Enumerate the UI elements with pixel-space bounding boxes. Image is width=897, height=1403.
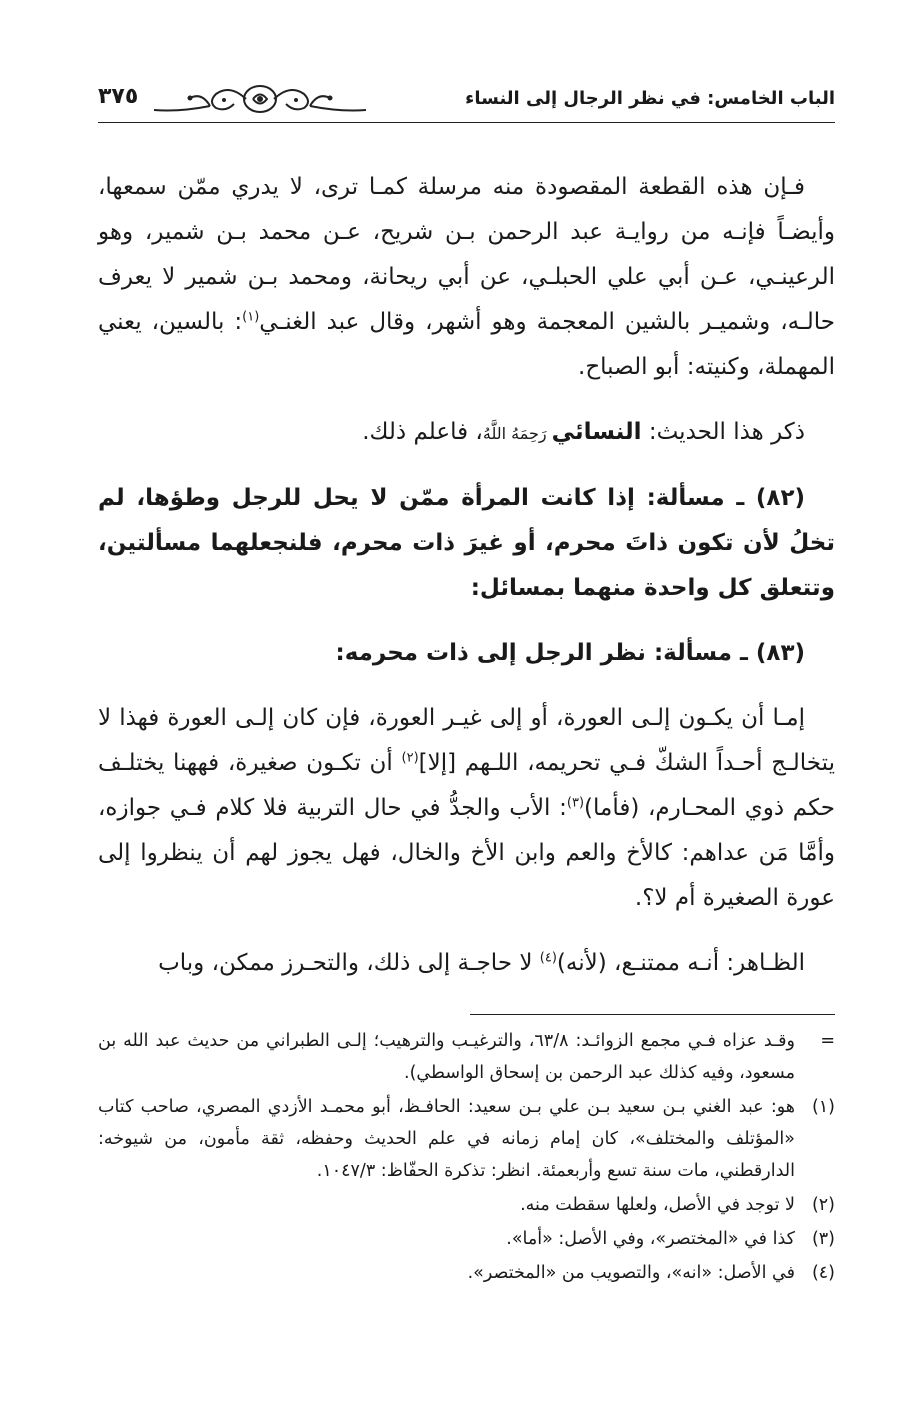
footnote-text: هو: عبد الغني بـن سعيد بـن علي بـن سعيد: الحافـظ، أبو محمـد الأزدي المصري، صاحب كتاب «المؤتلف والمختلف»، كان إمام زمانه في علم الحديث وحفظه، ثقة مأمون، من شيوخه: الدارقطني، مات سنة تسع وأربعمئة. انظر: تذكرة الحفّاظ: ١٠٤٧/٣. xyxy=(98,1097,795,1181)
footnote-rule xyxy=(470,1014,835,1015)
footnote-3 xyxy=(98,1223,835,1255)
footnote-mark: = xyxy=(820,1031,835,1051)
footnote-mark: (٢) xyxy=(811,1195,835,1215)
issue-82-heading: (٨٢) ـ مسألة: إذا كانت المرأة ممّن لا يحل للرجل وطؤها، لم تخلُ لأن تكون ذاتَ محرم، أو غيرَ ذات محرم، فلنجعلهما مسألتين، وتتعلق كل واحدة منهما بمسائل: xyxy=(98,485,835,601)
footnote-text: في الأصل: «انه»، والتصويب من «المختصر». xyxy=(467,1263,795,1283)
footnote-text: لا توجد في الأصل، ولعلها سقطت منه. xyxy=(520,1195,795,1215)
decorative-ornament-icon xyxy=(150,82,370,116)
running-head: الباب الخامس: في نظر الرجال إلى النساء xyxy=(465,88,835,109)
footnote-2 xyxy=(98,1189,835,1221)
footnote-continued xyxy=(98,1025,835,1089)
footnote-mark: (٤) xyxy=(811,1263,835,1283)
page-header xyxy=(98,82,835,122)
footnote-ref-1[interactable]: (١) xyxy=(242,309,260,325)
footnote-ref-3[interactable]: (٣) xyxy=(566,795,585,811)
author-name: النسائي xyxy=(551,419,642,445)
paragraph-6: الظـاهر: أنـه ممتنـع، (لأنه)$^{(٤)}$ لا حاجـة إلى ذلك، والتحـرز ممكن، وباب xyxy=(158,950,805,976)
issue-83-heading: (٨٣) ـ مسألة: نظر الرجل إلى ذات محرمه: xyxy=(335,640,805,666)
footnote-ref-2[interactable]: (٢) xyxy=(401,750,419,766)
footnote-ref-4[interactable]: (٤) xyxy=(539,950,557,966)
paragraph-2: ذكر هذا الحديث: النسائي رَحِمَهُ اللَّهُ، فاعلم ذلك. xyxy=(362,419,805,445)
header-rule xyxy=(98,122,835,123)
honorific: رَحِمَهُ اللَّهُ xyxy=(482,424,552,443)
paragraph-5: إمـا أن يكـون إلـى العورة، أو إلى غيـر العورة، فإن كان إلـى العورة فهذا لا يتخالـج أحـداً الشكّ فـي تحريمه، اللـهم [إلا]$^{(٢)}$ أن تكـون صغيرة، فههنا يختلـف حكم ذوي المحـارم، (فأما)$^{(٣)}$: الأب والجدُّ في حال التربية فلا كلام فـي جوازه، وأمَّا مَن عداهم: كالأخ والعم وابن الأخ والخال، فهل يجوز لهم أن ينظروا إلى عورة الصغيرة أم لا؟. xyxy=(98,705,835,911)
footnote-text: كذا في «المختصر»، وفي الأصل: «أما». xyxy=(506,1229,795,1249)
main-text xyxy=(98,165,835,1006)
footnote-text: وقـد عزاه فـي مجمع الزوائـد: ٦٣/٨، والترغيـب والترهيب؛ إلـى الطبراني من حديث عبد الله بن مسعود، وفيه كذلك عبد الرحمن بن إسحاق الواسطي). xyxy=(98,1031,796,1083)
footnote-4 xyxy=(98,1257,835,1289)
footnote-mark: (١) xyxy=(811,1097,835,1117)
page-number: ٣٧٥ xyxy=(98,84,139,109)
footnote-1 xyxy=(98,1091,835,1187)
footnotes xyxy=(98,1025,835,1291)
paragraph-1: فـإن هذه القطعة المقصودة منه مرسلة كمـا ترى، لا يدري ممّن سمعها، وأيضـاً فإنـه من روايـة عبد الرحمن بـن شريح، عـن محمد بـن شمير، وهو الرعينـي، عـن أبي علي الحبلـي، عن أبي ريحانة، ومحمد بـن شمير لا يعرف حالـه، وشميـر بالشين المعجمة وهو أشهر، وقال عبد الغنـي$^{(١)}$: بالسين، يعني المهملة، وكنيته: أبو الصباح. xyxy=(98,174,835,380)
footnote-mark: (٣) xyxy=(811,1229,835,1249)
